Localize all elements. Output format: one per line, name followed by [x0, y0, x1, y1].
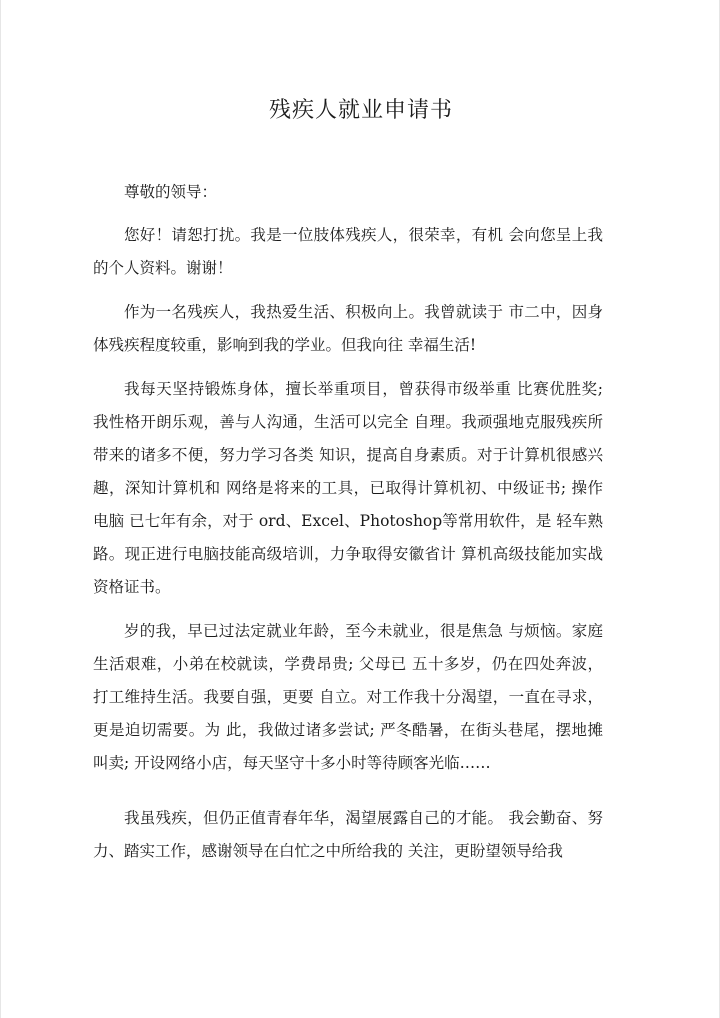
- paragraph-greeting: 您好！请恕打扰。我是一位肢体残疾人，很荣幸，有机 会向您呈上我的个人资料。谢谢！: [93, 226, 603, 277]
- paragraph-background: 作为一名残疾人，我热爱生活、积极向上。我曾就读于 市二中，因身体残疾程度较重，影响到我的学业。但我向往 幸福生活!: [93, 303, 603, 354]
- paragraph-skills: 我每天坚持锻炼身体，擅长举重项目，曾获得市级举重 比赛优胜奖; 我性格开朗乐观，善与人沟通，生活可以完全 自理。我顽强地克服残疾所带来的诸多不便，努力学习各类 知识，提高自身素质。对于计算机很感兴趣，深知计算机和 网络是将来的工具，已取得计算机初、中级证书; 操作电脑 已七年有余，对于 ord、Excel、Photoshop等常用软件，是 轻车熟路。现正进行电脑技能高级培训，力争取得安徽省计 算机高级技能加实战资格证书。: [93, 380, 603, 596]
- document-title: 残疾人就业申请书: [268, 98, 453, 123]
- paragraph-closing: 我虽残疾，但仍正值青春年华，渴望展露自己的才能。 我会勤奋、努力、踏实工作，感谢领导在白忙之中所给我的 关注，更盼望领导给我: [93, 809, 603, 860]
- salutation: 尊敬的领导：: [124, 183, 218, 201]
- document-body: [93, 176, 603, 879]
- paragraph-situation: 岁的我，早已过法定就业年龄，至今未就业，很是焦急 与烦恼。家庭生活艰难，小弟在校就读，学费昂贵; 父母已 五十多岁，仍在四处奔波，打工维持生活。我要自强，更要 自立。对工作我十分渴望，一直在寻求，更是迫切需要。为 此，我做过诸多尝试; 严冬酷暑，在街头巷尾，摆地摊叫卖; 开设网络小店，每天坚守十多小时等待顾客光临……: [93, 622, 603, 772]
